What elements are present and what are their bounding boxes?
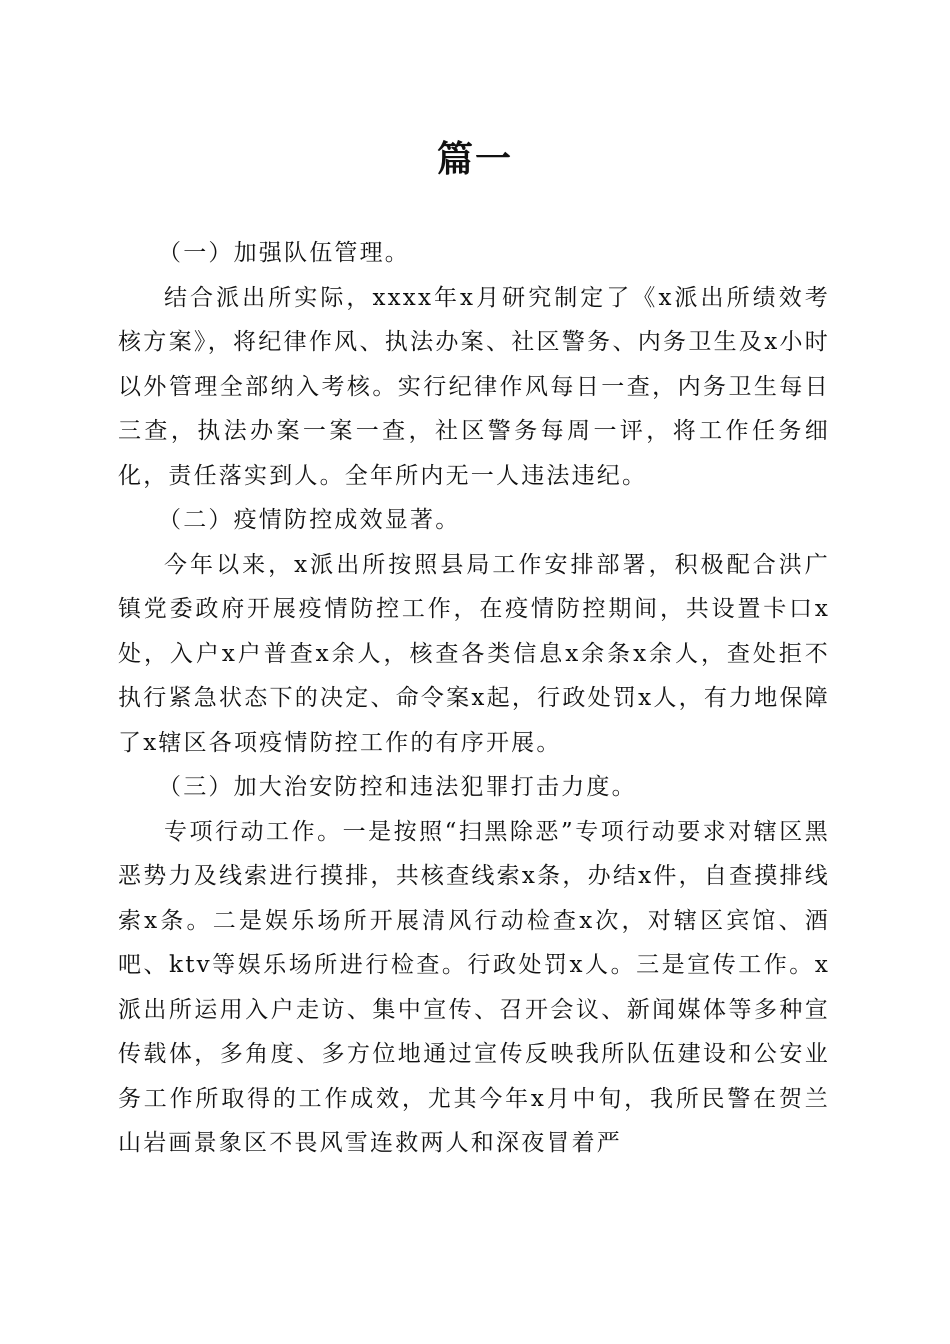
page-title: 篇一 (436, 138, 513, 180)
document-body (118, 231, 830, 1166)
section-heading-1: （一）加强队伍管理。 (158, 240, 410, 266)
section-heading-2: （二）疫情防控成效显著。 (158, 507, 461, 533)
section-2-paragraph: 今年以来，x派出所按照县局工作安排部署，积极配合洪广镇党委政府开展疫情防控工作，在疫情防控期间，共设置卡口x处，入户x户普查x余人，核查各类信息x余条x余人，查处拒不执行紧急状态下的决定、命令案x起，行政处罚x人，有力地保障了x辖区各项疫情防控工作的有序开展。 (118, 551, 830, 756)
section-3-paragraph: 专项行动工作。一是按照“扫黑除恶”专项行动要求对辖区黑恶势力及线索进行摸排，共核查线索x条，办结x件，自查摸排线索x条。二是娱乐场所开展清风行动检查x次，对辖区宾馆、酒吧、ktv等娱乐场所进行检查。行政处罚x人。三是宣传工作。x派出所运用入户走访、集中宣传、召开会议、新闻媒体等多种宣传载体，多角度、多方位地通过宣传反映我所队伍建设和公安业务工作所取得的工作成效，尤其今年x月中旬，我所民警在贺兰山岩画景象区不畏风雪连救两人和深夜冒着严 (118, 818, 830, 1156)
section-heading-3: （三）加大治安防控和违法犯罪打击力度。 (158, 774, 637, 800)
section-1-paragraph: 结合派出所实际，xxxx年x月研究制定了《x派出所绩效考核方案》，将纪律作风、执法办案、社区警务、内务卫生及x小时以外管理全部纳入考核。实行纪律作风每日一查，内务卫生每日三查，执法办案一案一查，社区警务每周一评，将工作任务细化，责任落实到人。全年所内无一人违法违纪。 (118, 284, 830, 489)
